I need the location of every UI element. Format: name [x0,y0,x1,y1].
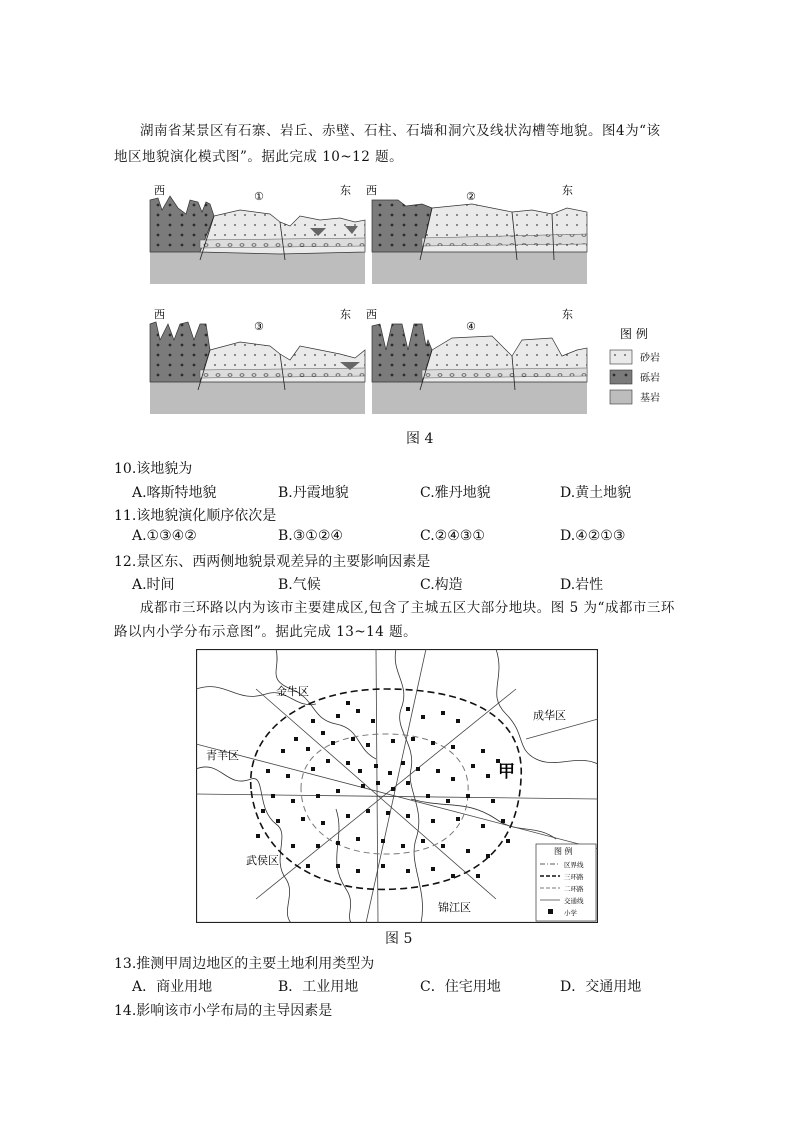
q11-option-c: C.②④③① [420,528,485,544]
legend-third-ring: 三环路 [564,873,584,881]
panel-1-east: 东 [340,184,351,197]
intro-paragraph-2 [140,595,675,621]
intro-1-line-1: 湖南省某景区有石寨、岩丘、赤壁、石柱、石墙和洞穴及线状沟槽等地貌。图4为“该 [140,123,661,139]
q10-option-d: D.黄土地貌 [560,485,632,501]
figure-5-school-map [196,649,598,923]
panel-4-east: 东 [562,308,573,321]
q11-option-b: B.③①②④ [278,528,343,544]
q13-option-a: A．商业用地 [132,979,213,995]
figure-4-legend [610,326,660,404]
legend-school: 小学 [564,909,577,917]
panel-2 [366,184,587,284]
legend-sandstone-swatch [610,350,632,364]
legend-title: 图 例 [620,327,648,341]
figure-5-legend [536,844,596,921]
legend-boundary: 区界线 [564,861,584,869]
basement-rock [150,252,365,284]
figure-4-landform-evolution [140,180,680,420]
panel-2-west: 西 [366,184,377,197]
q13-option-c: C．住宅用地 [420,979,501,995]
panel-1-num: ① [254,190,264,203]
intro-paragraph-1 [140,118,661,144]
question-13-stem: 13.推测甲周边地区的主要土地利用类型为 [114,956,375,972]
panel-3-east: 东 [340,308,351,321]
q10-option-a: A.喀斯特地貌 [132,485,217,501]
panel-4 [366,308,587,414]
q12-option-a: A.时间 [132,577,175,593]
panel-2-num: ② [466,190,476,203]
intro-2-line-2: 路以内小学分布示意图”。据此完成 13~14 题。 [114,624,418,640]
district-jinjiang: 锦江区 [438,901,471,914]
district-qingyang: 青羊区 [206,749,239,762]
marker-jia: 甲 [498,762,515,782]
intro-paragraph-1-cont [114,144,403,170]
q13-option-b: B．工业用地 [278,979,359,995]
legend-conglomerate-swatch [610,370,632,384]
fig5-legend-title: 图 例 [554,847,573,856]
legend-traffic-line: 交通线 [564,897,584,905]
legend-bedrock-swatch [610,390,632,404]
panel-1 [150,184,365,284]
figure-4-caption: 图 4 [406,431,434,447]
panel-4-west: 西 [366,308,377,321]
panel-4-num: ④ [466,320,476,333]
legend-sandstone-label: 砂岩 [640,353,660,364]
intro-paragraph-2-cont [114,619,417,645]
question-10-stem: 10.该地貌为 [114,461,193,477]
panel-2-east: 东 [562,184,573,197]
district-jinniu: 金牛区 [276,685,309,698]
panel-1-west: 西 [154,184,165,197]
q10-option-b: B.丹霞地貌 [278,485,349,501]
q12-option-b: B.气候 [278,577,321,593]
q11-option-a: A.①③④② [132,528,197,544]
legend-bedrock-label: 基岩 [640,393,660,404]
district-chenghua: 成华区 [533,709,566,722]
intro-1-line-2: 地区地貌演化模式图”。据此完成 10~12 题。 [114,149,404,165]
question-12-stem: 12.景区东、西两侧地貌景观差异的主要影响因素是 [114,554,431,570]
q12-option-c: C.构造 [420,577,463,593]
panel-3 [150,308,365,414]
q10-option-c: C.雅丹地貌 [420,485,491,501]
question-11-stem: 11.该地貌演化顺序依次是 [114,508,277,524]
figure-5-caption: 图 5 [385,931,413,947]
panel-3-num: ③ [254,320,264,333]
panel-3-west: 西 [154,308,165,321]
question-14-stem: 14.影响该市小学布局的主导因素是 [114,1003,333,1019]
q13-option-d: D．交通用地 [560,979,642,995]
district-wuhou: 武侯区 [246,854,279,867]
q12-option-d: D.岩性 [560,577,604,593]
q11-option-d: D.④②①③ [560,528,626,544]
intro-2-line-1: 成都市三环路以内为该市主要建成区,包含了主城五区大部分地块。图 5 为“成都市三环 [140,600,675,616]
legend-conglomerate-label: 砾岩 [640,373,660,384]
legend-second-ring: 二环路 [564,885,584,893]
